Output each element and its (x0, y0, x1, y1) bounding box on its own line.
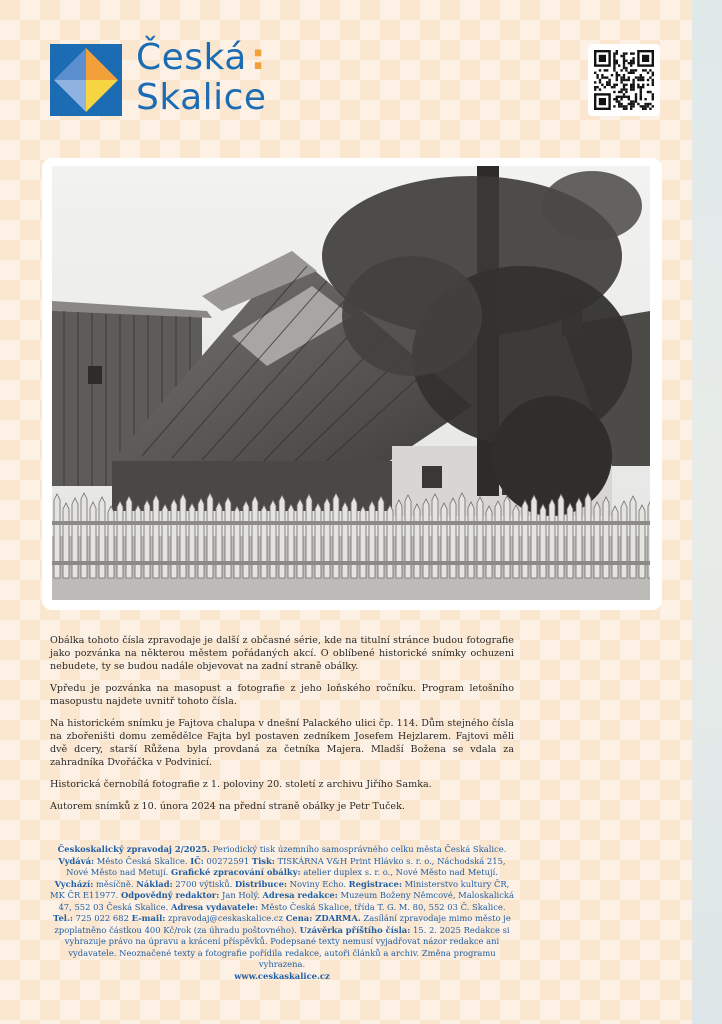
description-paragraph: Autorem snímků z 10. února 2024 na přední straně obálky je Petr Tuček. (50, 801, 405, 812)
imprint-label: Adresa vydavatele: (170, 901, 259, 912)
imprint-text: 00272591 (203, 855, 252, 866)
imprint-label: E-mail: (131, 913, 166, 923)
imprint-text: Město Česká Skalice. (94, 855, 191, 866)
imprint-text: 2700 výtisků. (172, 878, 235, 889)
website-link[interactable]: www.ceskaskalice.cz (234, 970, 330, 981)
imprint-text: atelier duplex s. r. o., Nové Město nad Metují. (300, 867, 498, 877)
imprint-label: Odpovědný redaktor: (121, 890, 220, 900)
imprint-label: Uzávěrka příštího čísla: (299, 924, 411, 935)
description-paragraph: Historická černobílá fotografie z 1. poloviny 20. století z archivu Jiřího Samka. (50, 779, 432, 790)
description-paragraph: Vpředu je pozvánka na masopust a fotografie z jeho loňského ročníku. Program letošního masopustu najdete uvnitř tohoto čísla. (50, 683, 514, 707)
imprint-text: Ministerstvo kultury ČR, MK ČR E11977. (50, 878, 510, 900)
imprint-label: Cena: ZDARMA. (285, 913, 361, 923)
imprint-label: Registrace: (348, 878, 402, 889)
description-paragraph: Na historickém snímku je Fajtova chalupa v dnešní Palackého ulici čp. 114. Dům stejného čísla na zbořeništi domu zemědělce Fajta byl postaven zedníkem Josefem Hejzlarem. Fajtovi měli dvě dcery, starší Růžena byla provdaná za četníka Majera. Mladší Božena se vdala za zahradníka Dvořáčka v Podvinicí. (50, 718, 514, 768)
photo-frame (42, 158, 662, 610)
imprint-text: 725 022 682 (72, 913, 132, 923)
imprint-label: Adresa redakce: (262, 890, 338, 900)
imprint-label: Tel.: (53, 913, 73, 923)
imprint-text: měsíčně. (93, 878, 137, 889)
imprint-text: Muzeum Boženy Němcové, Maloskalická 47, 552 03 Česká Skalice. (58, 890, 514, 912)
imprint-text: TISKÁRNA V&H Print Hlávko s. r. o., Náchodská 215, Nové Město nad Metují. (66, 855, 506, 877)
imprint-text: Jan Holý. (219, 890, 260, 900)
description-paragraph: Obálka tohoto čísla zpravodaje je další z občasné série, kde na titulní stránce budou fotografie jako pozvánka na některou městem pořádaných akcí. O oblíbené historické snímky ochuzeni nebudete, ty se budou nadále objevovat na zadní straně obálky. (50, 635, 514, 672)
imprint-text: 15. 2. 2025 Redakce si vyhrazuje právo na úpravu a krácení příspěvků. Podepsané texty nemusí vyjadřovat názor redakce ani vydavatele. Neoznačené texty a fotografie pořídila redakce, autoři článků a archiv. Změna programu vyhrazena. (64, 924, 510, 969)
imprint-email[interactable]: zpravodaj@ceskaskalice.cz (165, 913, 284, 923)
logo-mark-icon (50, 44, 122, 116)
imprint-label: Distribuce: (234, 878, 288, 889)
imprint-text: Město Česká Skalice, třída T. G. M. 80, 552 03 Č. Skalice. (258, 901, 506, 912)
page-edge-strip (692, 0, 722, 1024)
imprint-label: Vychází: (54, 878, 94, 889)
imprint-text: Noviny Echo. (287, 878, 349, 889)
imprint-label: Tisk: (251, 855, 275, 866)
cover-description (50, 634, 514, 822)
imprint-text: Periodický tisk územního samosprávného celku města Česká Skalice. (209, 844, 507, 854)
imprint-text: Zasílání zpravodaje mimo město je zpoplatněno částkou 400 Kč/rok (za úhradu poštovného). (54, 913, 511, 935)
imprint-title: Českoskalický zpravodaj 2/2025. (57, 844, 210, 854)
logo-word-2: Skalice (136, 77, 267, 118)
imprint-label: IČ: (190, 855, 204, 866)
ceska-skalice-logo (50, 37, 290, 124)
historic-house-photo (52, 166, 650, 600)
imprint (48, 844, 516, 982)
imprint-label: Náklad: (136, 878, 173, 889)
logo-wordmark (136, 38, 267, 118)
logo-word-1: Česká (136, 37, 247, 78)
logo-colon: : (250, 37, 266, 78)
imprint-label: Grafické zpracování obálky: (171, 867, 301, 877)
qr-code-icon[interactable] (588, 44, 660, 116)
imprint-label: Vydává: (58, 855, 95, 866)
